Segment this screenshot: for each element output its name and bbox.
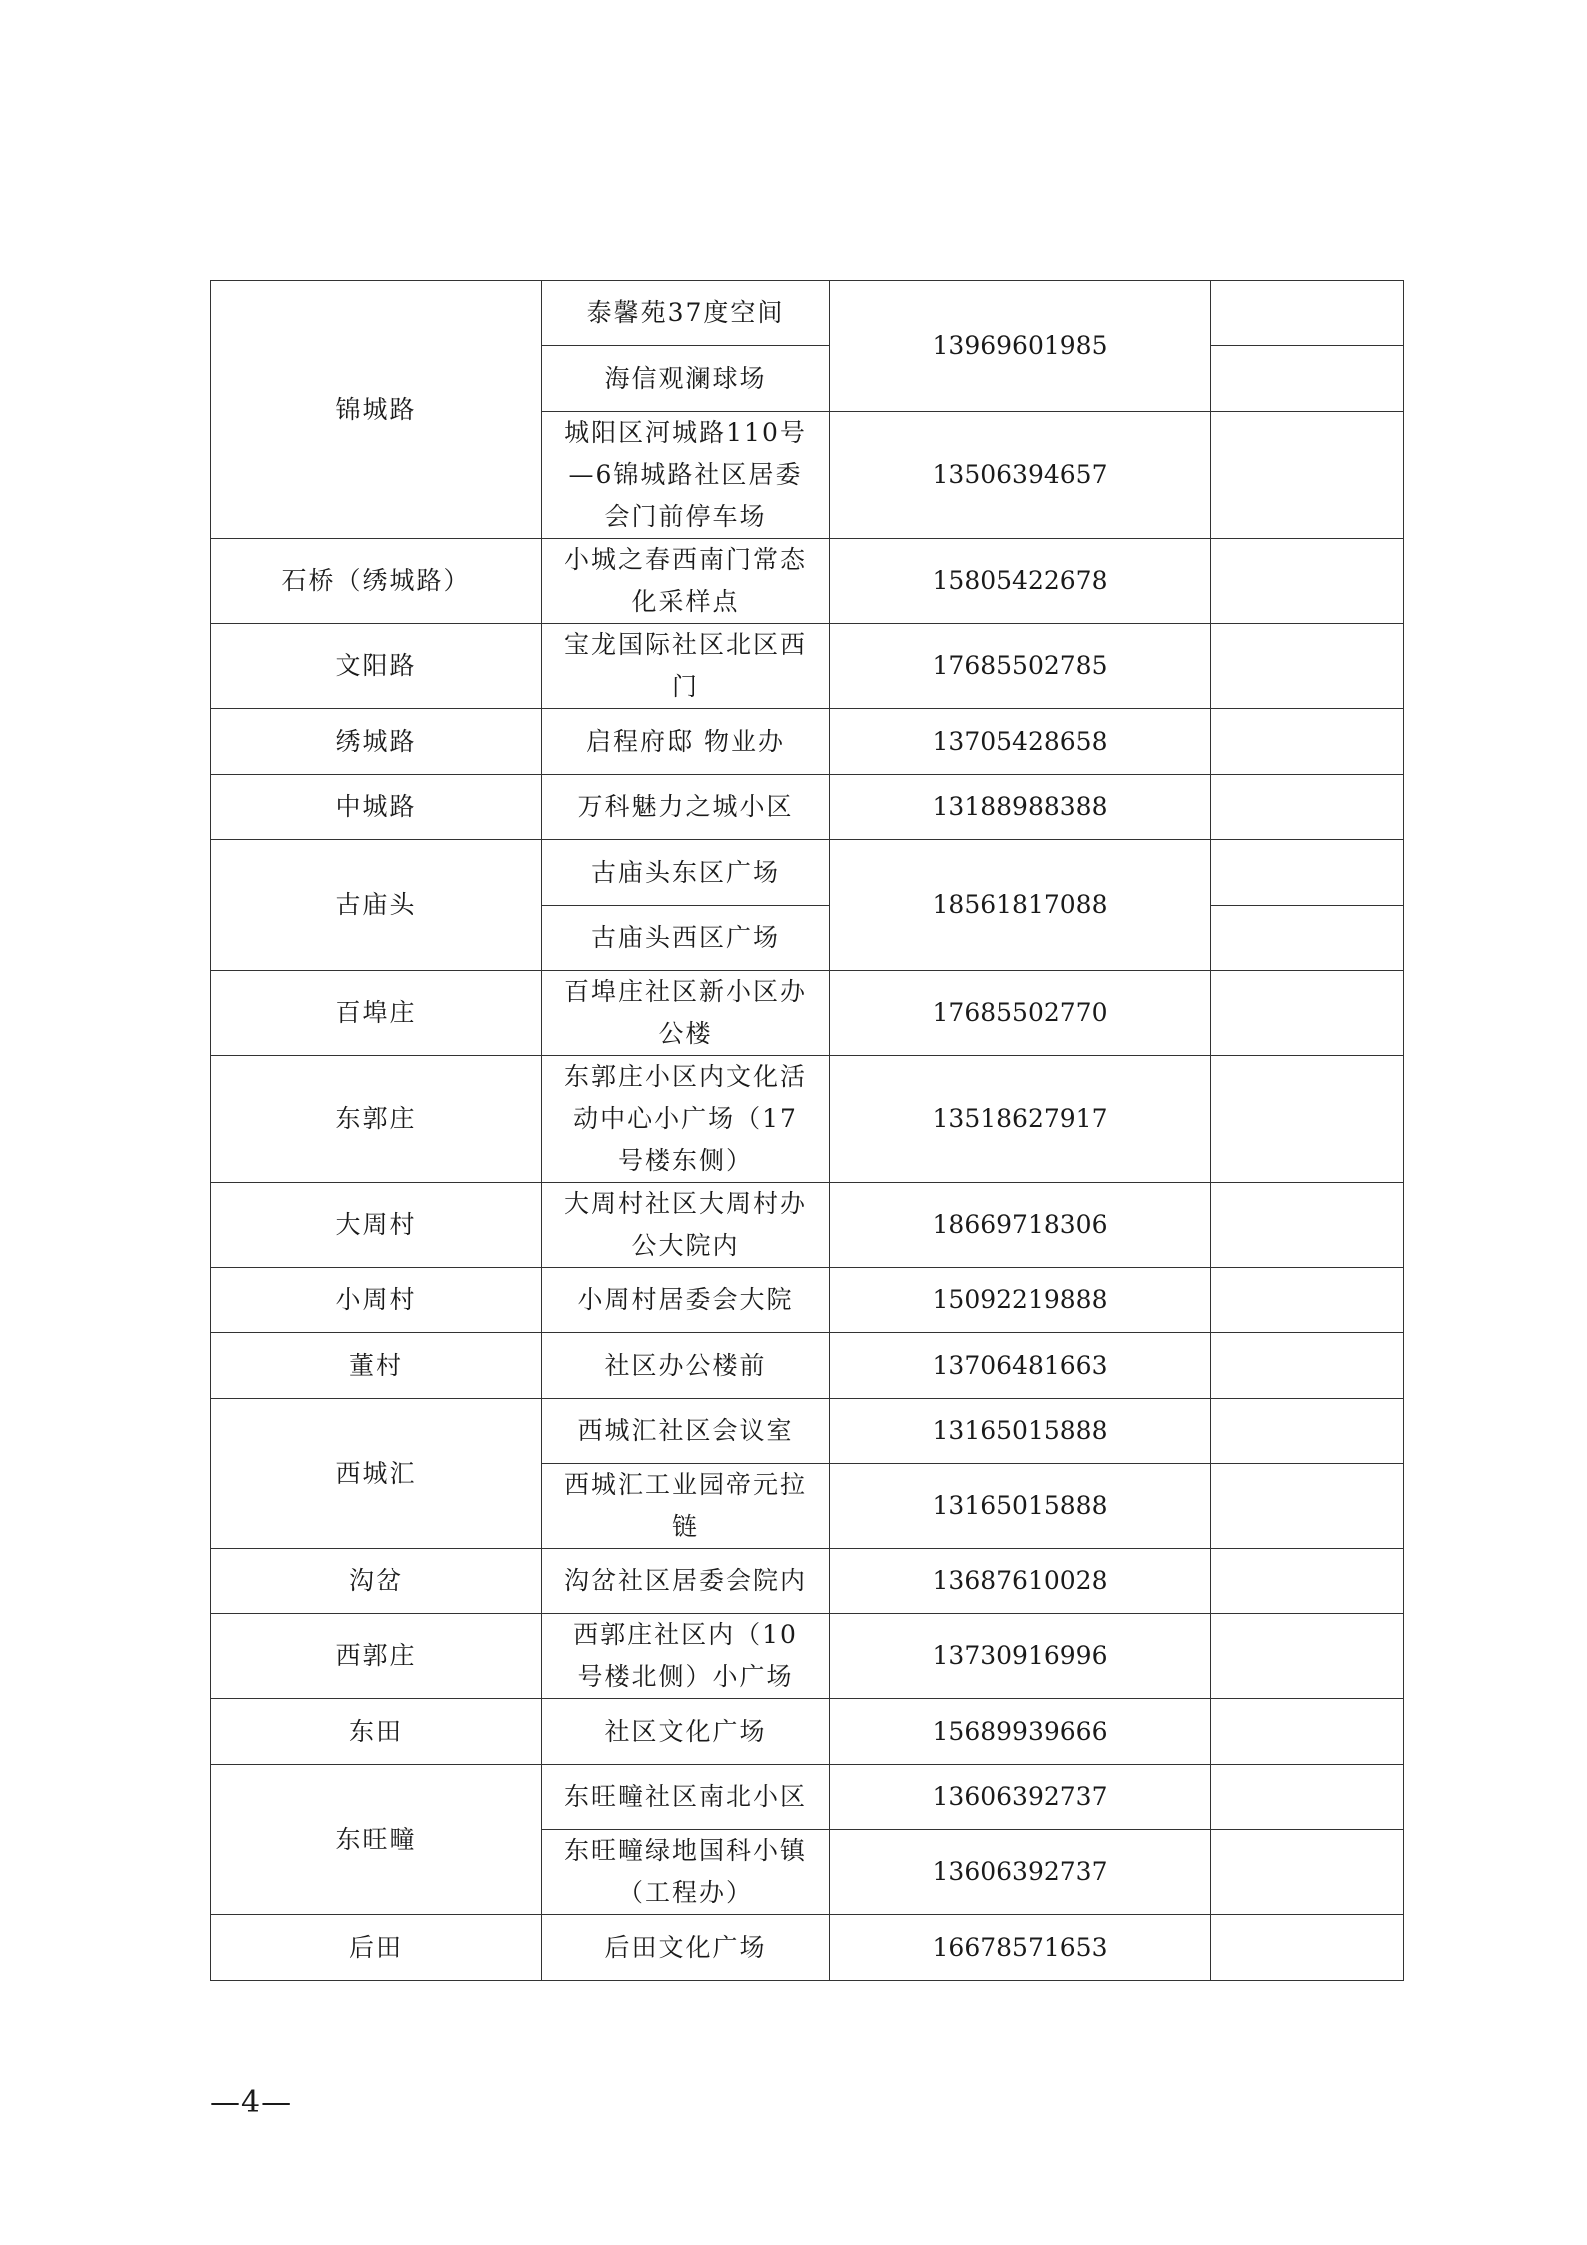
remark-cell — [1211, 412, 1404, 539]
phone-cell: 17685502785 — [830, 624, 1211, 709]
phone-cell: 18561817088 — [830, 840, 1211, 971]
remark-cell — [1211, 624, 1404, 709]
page-number: —4— — [210, 2085, 293, 2120]
remark-cell — [1211, 1183, 1404, 1268]
phone-cell: 13506394657 — [830, 412, 1211, 539]
remark-cell — [1211, 1699, 1404, 1765]
location-cell: 西城汇社区会议室 — [542, 1399, 830, 1464]
location-cell: 泰馨苑37度空间 — [542, 281, 830, 346]
location-cell: 宝龙国际社区北区西门 — [542, 624, 830, 709]
location-cell: 社区办公楼前 — [542, 1333, 830, 1399]
location-cell: 西郭庄社区内（10号楼北侧）小广场 — [542, 1614, 830, 1699]
table-row — [211, 1614, 1404, 1699]
phone-cell: 16678571653 — [830, 1915, 1211, 1981]
remark-cell — [1211, 1399, 1404, 1464]
location-cell: 东旺疃绿地国科小镇（工程办） — [542, 1830, 830, 1915]
location-cell: 海信观澜球场 — [542, 346, 830, 412]
location-cell: 百埠庄社区新小区办公楼 — [542, 971, 830, 1056]
community-cell: 绣城路 — [211, 709, 542, 775]
community-cell: 中城路 — [211, 775, 542, 840]
community-cell: 小周村 — [211, 1268, 542, 1333]
community-cell: 石桥（绣城路） — [211, 539, 542, 624]
community-cell: 沟岔 — [211, 1549, 542, 1614]
table-row — [211, 539, 1404, 624]
remark-cell — [1211, 1268, 1404, 1333]
table-row — [211, 1699, 1404, 1765]
location-cell: 东郭庄小区内文化活动中心小广场（17号楼东侧） — [542, 1056, 830, 1183]
community-cell: 东田 — [211, 1699, 542, 1765]
phone-cell: 17685502770 — [830, 971, 1211, 1056]
community-cell: 文阳路 — [211, 624, 542, 709]
remark-cell — [1211, 1333, 1404, 1399]
location-cell: 古庙头西区广场 — [542, 906, 830, 971]
location-cell: 西城汇工业园帝元拉链 — [542, 1464, 830, 1549]
remark-cell — [1211, 1464, 1404, 1549]
community-cell: 大周村 — [211, 1183, 542, 1268]
community-cell: 董村 — [211, 1333, 542, 1399]
phone-cell: 13706481663 — [830, 1333, 1211, 1399]
remark-cell — [1211, 971, 1404, 1056]
remark-cell — [1211, 1056, 1404, 1183]
remark-cell — [1211, 1765, 1404, 1830]
testing-site-table — [210, 280, 1404, 1981]
community-cell: 百埠庄 — [211, 971, 542, 1056]
table-row — [211, 775, 1404, 840]
phone-cell: 13165015888 — [830, 1464, 1211, 1549]
phone-cell: 13518627917 — [830, 1056, 1211, 1183]
remark-cell — [1211, 775, 1404, 840]
table-row — [211, 1399, 1404, 1464]
location-cell: 古庙头东区广场 — [542, 840, 830, 906]
phone-cell: 15805422678 — [830, 539, 1211, 624]
remark-cell — [1211, 840, 1404, 906]
remark-cell — [1211, 1915, 1404, 1981]
phone-cell: 15689939666 — [830, 1699, 1211, 1765]
table-row — [211, 840, 1404, 906]
phone-cell: 13606392737 — [830, 1830, 1211, 1915]
remark-cell — [1211, 906, 1404, 971]
remark-cell — [1211, 1614, 1404, 1699]
remark-cell — [1211, 346, 1404, 412]
community-cell: 东旺疃 — [211, 1765, 542, 1915]
community-cell: 西城汇 — [211, 1399, 542, 1549]
phone-cell: 13705428658 — [830, 709, 1211, 775]
location-cell: 东旺疃社区南北小区 — [542, 1765, 830, 1830]
remark-cell — [1211, 1830, 1404, 1915]
phone-cell: 15092219888 — [830, 1268, 1211, 1333]
table-row — [211, 1333, 1404, 1399]
location-cell: 大周村社区大周村办公大院内 — [542, 1183, 830, 1268]
location-cell: 启程府邸 物业办 — [542, 709, 830, 775]
table-row — [211, 1765, 1404, 1830]
table-row — [211, 971, 1404, 1056]
phone-cell: 13606392737 — [830, 1765, 1211, 1830]
location-cell: 小周村居委会大院 — [542, 1268, 830, 1333]
remark-cell — [1211, 539, 1404, 624]
community-cell: 东郭庄 — [211, 1056, 542, 1183]
location-cell: 社区文化广场 — [542, 1699, 830, 1765]
location-cell: 万科魅力之城小区 — [542, 775, 830, 840]
table-row — [211, 1915, 1404, 1981]
phone-cell: 13165015888 — [830, 1399, 1211, 1464]
phone-cell: 13188988388 — [830, 775, 1211, 840]
location-cell: 城阳区河城路110号—6锦城路社区居委会门前停车场 — [542, 412, 830, 539]
location-cell: 小城之春西南门常态化采样点 — [542, 539, 830, 624]
phone-cell: 13687610028 — [830, 1549, 1211, 1614]
phone-cell: 18669718306 — [830, 1183, 1211, 1268]
table-row — [211, 1056, 1404, 1183]
community-cell: 古庙头 — [211, 840, 542, 971]
community-cell: 锦城路 — [211, 281, 542, 539]
location-cell: 后田文化广场 — [542, 1915, 830, 1981]
location-cell: 沟岔社区居委会院内 — [542, 1549, 830, 1614]
phone-cell: 13730916996 — [830, 1614, 1211, 1699]
remark-cell — [1211, 281, 1404, 346]
phone-cell: 13969601985 — [830, 281, 1211, 412]
community-cell: 后田 — [211, 1915, 542, 1981]
table-row — [211, 281, 1404, 346]
table-row — [211, 1549, 1404, 1614]
community-cell: 西郭庄 — [211, 1614, 542, 1699]
table-row — [211, 1268, 1404, 1333]
table-row — [211, 1183, 1404, 1268]
table-row — [211, 624, 1404, 709]
remark-cell — [1211, 709, 1404, 775]
table-row — [211, 709, 1404, 775]
remark-cell — [1211, 1549, 1404, 1614]
